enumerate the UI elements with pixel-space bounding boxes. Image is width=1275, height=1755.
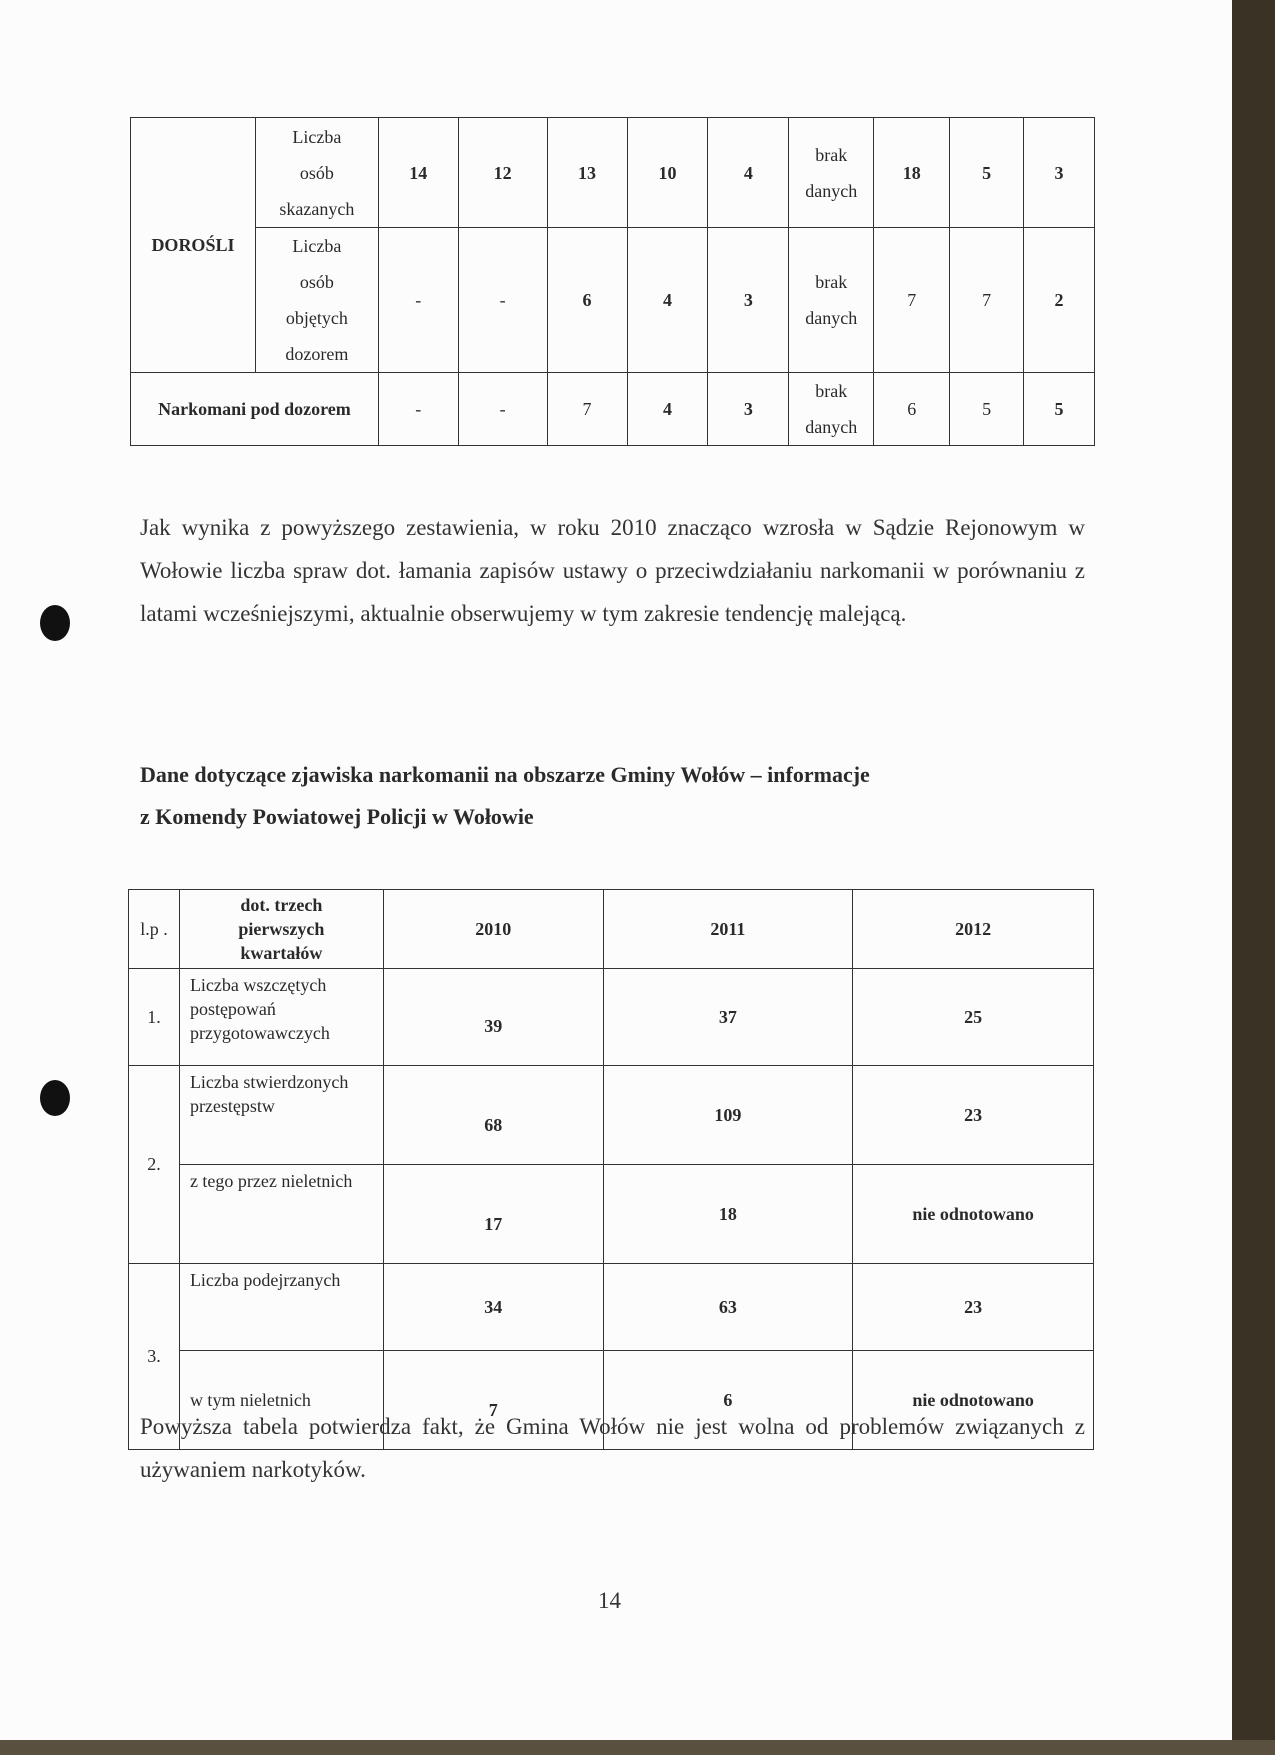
table-header-row [129, 890, 1094, 969]
binder-hole-bottom [40, 1080, 70, 1116]
table-cell: 14 [378, 118, 458, 228]
row-lp: 1. [129, 969, 180, 1066]
table-cell: - [458, 373, 547, 446]
table-row [129, 1066, 1094, 1165]
section-heading-line1: Dane dotyczące zjawiska narkomanii na obszarze Gminy Wołów – informacje [140, 762, 870, 787]
row-description: z tego przez nieletnich [179, 1165, 383, 1264]
police-statistics-table [128, 889, 1094, 1450]
table-cell: 6 [874, 373, 950, 446]
paragraph-conclusion: Powyższa tabela potwierdza fakt, że Gmina Wołów nie jest wolna od problemów związanych z używaniem narkotyków. [140, 1414, 1085, 1482]
table-cell: 7 [383, 1351, 603, 1450]
table-cell: 5 [950, 373, 1024, 446]
table-cell: - [458, 228, 547, 373]
table-cell: brak danych [789, 373, 874, 446]
header-description: dot. trzech pierwszych kwartałów [179, 890, 383, 969]
header-lp: l.p . [129, 890, 180, 969]
table-row [131, 373, 1095, 446]
table-cell: 7 [874, 228, 950, 373]
table-cell: 10 [627, 118, 708, 228]
scan-border-right [1232, 0, 1275, 1755]
row-label-cell: Liczba osób skazanych [255, 118, 378, 228]
table-cell: 6 [547, 228, 627, 373]
table-cell: 2 [1024, 228, 1095, 373]
table-cell: 7 [547, 373, 627, 446]
table-cell: brak danych [789, 118, 874, 228]
header-2010: 2010 [383, 890, 603, 969]
table-cell: nie odnotowano [853, 1165, 1094, 1264]
table-row [129, 969, 1094, 1066]
row-description: Liczba wszczętych postępowań przygotowawczych [179, 969, 383, 1066]
group-label-cell: DOROŚLI [131, 118, 256, 373]
row-label-cell: Narkomani pod dozorem [131, 373, 379, 446]
table-cell: 68 [383, 1066, 603, 1165]
table-cell: 3 [708, 228, 789, 373]
table-cell: 5 [950, 118, 1024, 228]
table-cell: - [378, 373, 458, 446]
table-cell: 109 [603, 1066, 853, 1165]
table-cell: 12 [458, 118, 547, 228]
table-cell: 4 [627, 373, 708, 446]
table-cell: 4 [627, 228, 708, 373]
row-lp: 3. [129, 1264, 180, 1450]
court-statistics-table [130, 117, 1095, 446]
row-description: w tym nieletnich [179, 1351, 383, 1450]
table-cell: 17 [383, 1165, 603, 1264]
page-number: 14 [598, 1588, 621, 1613]
table-row [131, 228, 1095, 373]
row-description: Liczba podejrzanych [179, 1264, 383, 1351]
table-cell: 5 [1024, 373, 1095, 446]
header-2012: 2012 [853, 890, 1094, 969]
table-cell: 25 [853, 969, 1094, 1066]
row-description: Liczba stwierdzonych przestępstw [179, 1066, 383, 1165]
table-cell: 7 [950, 228, 1024, 373]
paragraph-court-summary: Jak wynika z powyższego zestawienia, w roku 2010 znacząco wzrosła w Sądzie Rejonowym w Wołowie liczba spraw dot. łamania zapisów ustawy o przeciwdziałaniu narkomanii w porównaniu z latami wcześniejszymi, aktualnie obserwujemy w tym zakresie tendencję malejącą. [140, 515, 1085, 626]
table-cell: 4 [708, 118, 789, 228]
section-heading-line2: z Komendy Powiatowej Policji w Wołowie [140, 804, 534, 829]
table-cell: 37 [603, 969, 853, 1066]
binder-hole-top [40, 605, 70, 641]
row-label-cell: Liczba osób objętych dozorem [255, 228, 378, 373]
table-cell: brak danych [789, 228, 874, 373]
table-cell: 13 [547, 118, 627, 228]
table-cell: 23 [853, 1264, 1094, 1351]
row-lp: 2. [129, 1066, 180, 1264]
table-cell: 63 [603, 1264, 853, 1351]
header-2011: 2011 [603, 890, 853, 969]
table-cell: 6 [603, 1351, 853, 1450]
table-cell: 18 [874, 118, 950, 228]
table-cell: 34 [383, 1264, 603, 1351]
table-cell: 23 [853, 1066, 1094, 1165]
table-cell: 39 [383, 969, 603, 1066]
table-row [131, 118, 1095, 228]
table-cell: 3 [1024, 118, 1095, 228]
table-cell: - [378, 228, 458, 373]
table-cell: 18 [603, 1165, 853, 1264]
table-row [129, 1165, 1094, 1264]
table-cell: nie odnotowano [853, 1351, 1094, 1450]
table-row [129, 1264, 1094, 1351]
table-cell: 3 [708, 373, 789, 446]
scan-border-bottom [0, 1740, 1275, 1755]
